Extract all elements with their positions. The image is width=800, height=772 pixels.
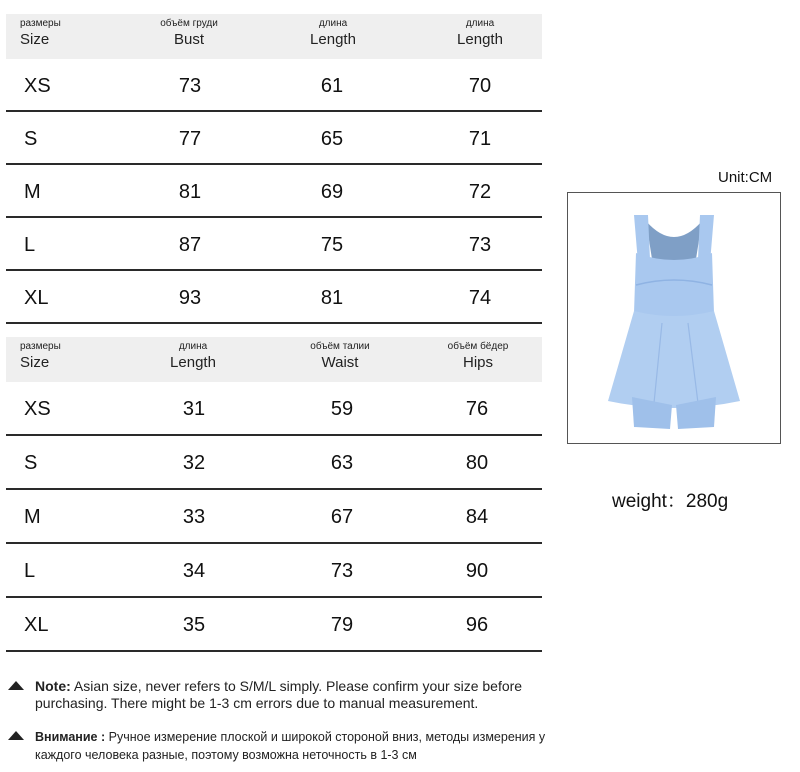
table-row xyxy=(6,382,542,436)
triangle-up-icon xyxy=(8,681,24,690)
value-cell: 74 xyxy=(468,287,492,309)
value-cell: 77 xyxy=(178,128,202,150)
size-cell: XS xyxy=(24,75,51,97)
table-row xyxy=(6,271,542,324)
header-length: длина Length xyxy=(170,341,216,371)
note-label: Внимание : xyxy=(35,730,106,744)
value-cell: 65 xyxy=(320,128,344,150)
dress-illustration xyxy=(568,193,780,443)
value-cell: 76 xyxy=(465,398,489,420)
value-cell: 35 xyxy=(182,614,206,636)
value-cell: 32 xyxy=(182,452,206,474)
table-row xyxy=(6,490,542,544)
header-size: размеры Size xyxy=(20,341,61,371)
value-cell: 73 xyxy=(178,75,202,97)
table-header xyxy=(6,14,542,59)
bodice-shape xyxy=(634,253,714,317)
value-cell: 90 xyxy=(465,560,489,582)
size-cell: XL xyxy=(24,287,49,309)
value-cell: 70 xyxy=(468,75,492,97)
size-table-top xyxy=(6,14,542,324)
skirt-shape xyxy=(608,311,740,408)
value-cell: 63 xyxy=(330,452,354,474)
size-cell: S xyxy=(24,128,38,150)
value-cell: 72 xyxy=(468,181,492,203)
value-cell: 93 xyxy=(178,287,202,309)
value-cell: 31 xyxy=(182,398,206,420)
table-header xyxy=(6,337,542,382)
note-russian xyxy=(8,728,548,764)
value-cell: 75 xyxy=(320,234,344,256)
size-cell: M xyxy=(24,506,41,528)
value-cell: 59 xyxy=(330,398,354,420)
table-row xyxy=(6,598,542,652)
value-cell: 34 xyxy=(182,560,206,582)
note-text: Ручное измерение плоской и широкой стороной вниз, методы измерения у каждого человека разные, поэтому возможна неточность в 1-3 см xyxy=(35,730,546,762)
header-length-2: длина Length xyxy=(457,18,503,48)
value-cell: 79 xyxy=(330,614,354,636)
value-cell: 80 xyxy=(465,452,489,474)
header-size: размеры Size xyxy=(20,18,61,48)
value-cell: 73 xyxy=(330,560,354,582)
table-row xyxy=(6,59,542,112)
value-cell: 73 xyxy=(468,234,492,256)
value-cell: 69 xyxy=(320,181,344,203)
size-cell: XL xyxy=(24,614,49,636)
value-cell: 96 xyxy=(465,614,489,636)
note-english xyxy=(8,678,548,712)
value-cell: 87 xyxy=(178,234,202,256)
size-cell: M xyxy=(24,181,41,203)
triangle-up-icon xyxy=(8,731,24,740)
value-cell: 84 xyxy=(465,506,489,528)
value-cell: 71 xyxy=(468,128,492,150)
size-cell: L xyxy=(24,560,36,582)
weight-label: weight：280g xyxy=(612,491,729,512)
table-row xyxy=(6,436,542,490)
size-cell: S xyxy=(24,452,38,474)
header-hips: объём бёдер Hips xyxy=(447,341,509,371)
header-waist: объём талии Waist xyxy=(310,341,370,371)
table-row xyxy=(6,218,542,271)
product-image xyxy=(567,192,781,444)
note-text: Asian size, never refers to S/M/L simply. Please confirm your size before purchasing. There might be 1-3 cm errors due to manual measurement. xyxy=(35,678,523,711)
value-cell: 61 xyxy=(320,75,344,97)
size-cell: L xyxy=(24,234,36,256)
value-cell: 33 xyxy=(182,506,206,528)
table-row xyxy=(6,165,542,218)
value-cell: 81 xyxy=(178,181,202,203)
unit-label: Unit:CM xyxy=(718,169,773,186)
header-bust: объём груди Bust xyxy=(160,18,218,48)
value-cell: 67 xyxy=(330,506,354,528)
table-row xyxy=(6,544,542,598)
value-cell: 81 xyxy=(320,287,344,309)
size-table-bottom xyxy=(6,337,542,652)
table-row xyxy=(6,112,542,165)
note-label: Note: xyxy=(35,678,71,694)
header-length-1: длина Length xyxy=(310,18,356,48)
size-cell: XS xyxy=(24,398,51,420)
